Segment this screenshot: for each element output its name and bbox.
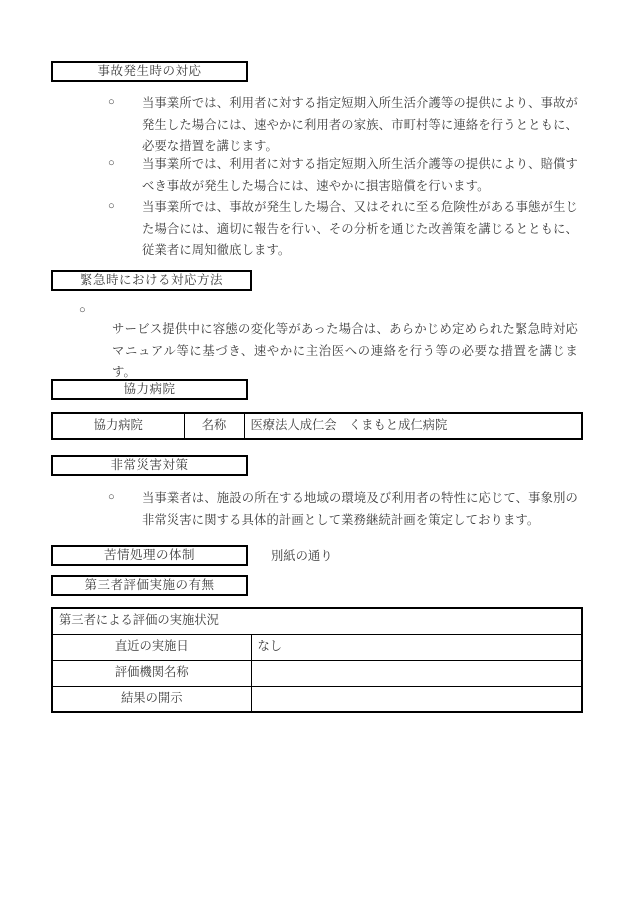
bullet-text: 当事業所では、事故が発生した場合、又はそれに至る危険性がある事態が生じた場合には、適切に報告を行い、その分析を通じた改善策を講じるとともに、従業者に周知徹底します。 — [142, 200, 578, 257]
bullet-marker-icon: ○ — [108, 157, 115, 169]
evaluation-title-cell: 第三者による評価の実施状況 — [52, 608, 582, 634]
table-row — [52, 660, 582, 686]
bullet-marker-icon: ○ — [108, 491, 115, 503]
evaluation-value-cell — [251, 660, 582, 686]
evaluation-value-cell: なし — [251, 634, 582, 660]
complaint-handling-note: 別紙の通り — [271, 549, 333, 563]
table-row — [52, 413, 582, 439]
evaluation-label-cell: 直近の実施日 — [52, 634, 251, 660]
bullet-text: 当事業所では、利用者に対する指定短期入所生活介護等の提供により、事故が発生した場合には、速やかに利用者の家族、市町村等に連絡を行うとともに、必要な措置を講じます。 — [142, 96, 578, 153]
evaluation-value-cell — [251, 686, 582, 712]
table-row — [52, 634, 582, 660]
bullet-text: 当事業所では、利用者に対する指定短期入所生活介護等の提供により、賠償すべき事故が発生した場合には、速やかに損害賠償を行います。 — [142, 157, 578, 193]
section-heading-emergency-response: 緊急時における対応方法 — [51, 270, 252, 291]
table-row — [52, 686, 582, 712]
bullet-marker-icon: ○ — [108, 200, 115, 212]
hospital-label-cell: 協力病院 — [52, 413, 184, 439]
hospital-table — [51, 412, 583, 440]
hospital-value-cell: 医療法人成仁会 くまもと成仁病院 — [244, 413, 582, 439]
bullet-marker-icon: ○ — [108, 96, 115, 108]
table-row-title — [52, 608, 582, 634]
section-heading-third-party-evaluation: 第三者評価実施の有無 — [51, 575, 248, 596]
section-heading-complaint-handling: 苦情処理の体制 — [51, 545, 248, 566]
section-heading-accident-response: 事故発生時の対応 — [51, 61, 248, 82]
evaluation-label-cell: 結果の開示 — [52, 686, 251, 712]
bullet-marker-icon: ○ — [79, 304, 86, 316]
section-heading-cooperating-hospital: 協力病院 — [51, 379, 248, 400]
evaluation-table — [51, 607, 583, 713]
evaluation-label-cell: 評価機関名称 — [52, 660, 251, 686]
section-heading-disaster-measures: 非常災害対策 — [51, 455, 248, 476]
bullet-text: 当事業者は、施設の所在する地域の環境及び利用者の特性に応じて、事象別の非常災害に関する具体的計画として業務継続計画を策定しております。 — [142, 491, 578, 527]
bullet-text: サービス提供中に容態の変化等があった場合は、あらかじめ定められた緊急時対応マニュアル等に基づき、速やかに主治医への連絡を行う等の必要な措置を講じます。 — [112, 322, 578, 379]
hospital-field-cell: 名称 — [184, 413, 244, 439]
